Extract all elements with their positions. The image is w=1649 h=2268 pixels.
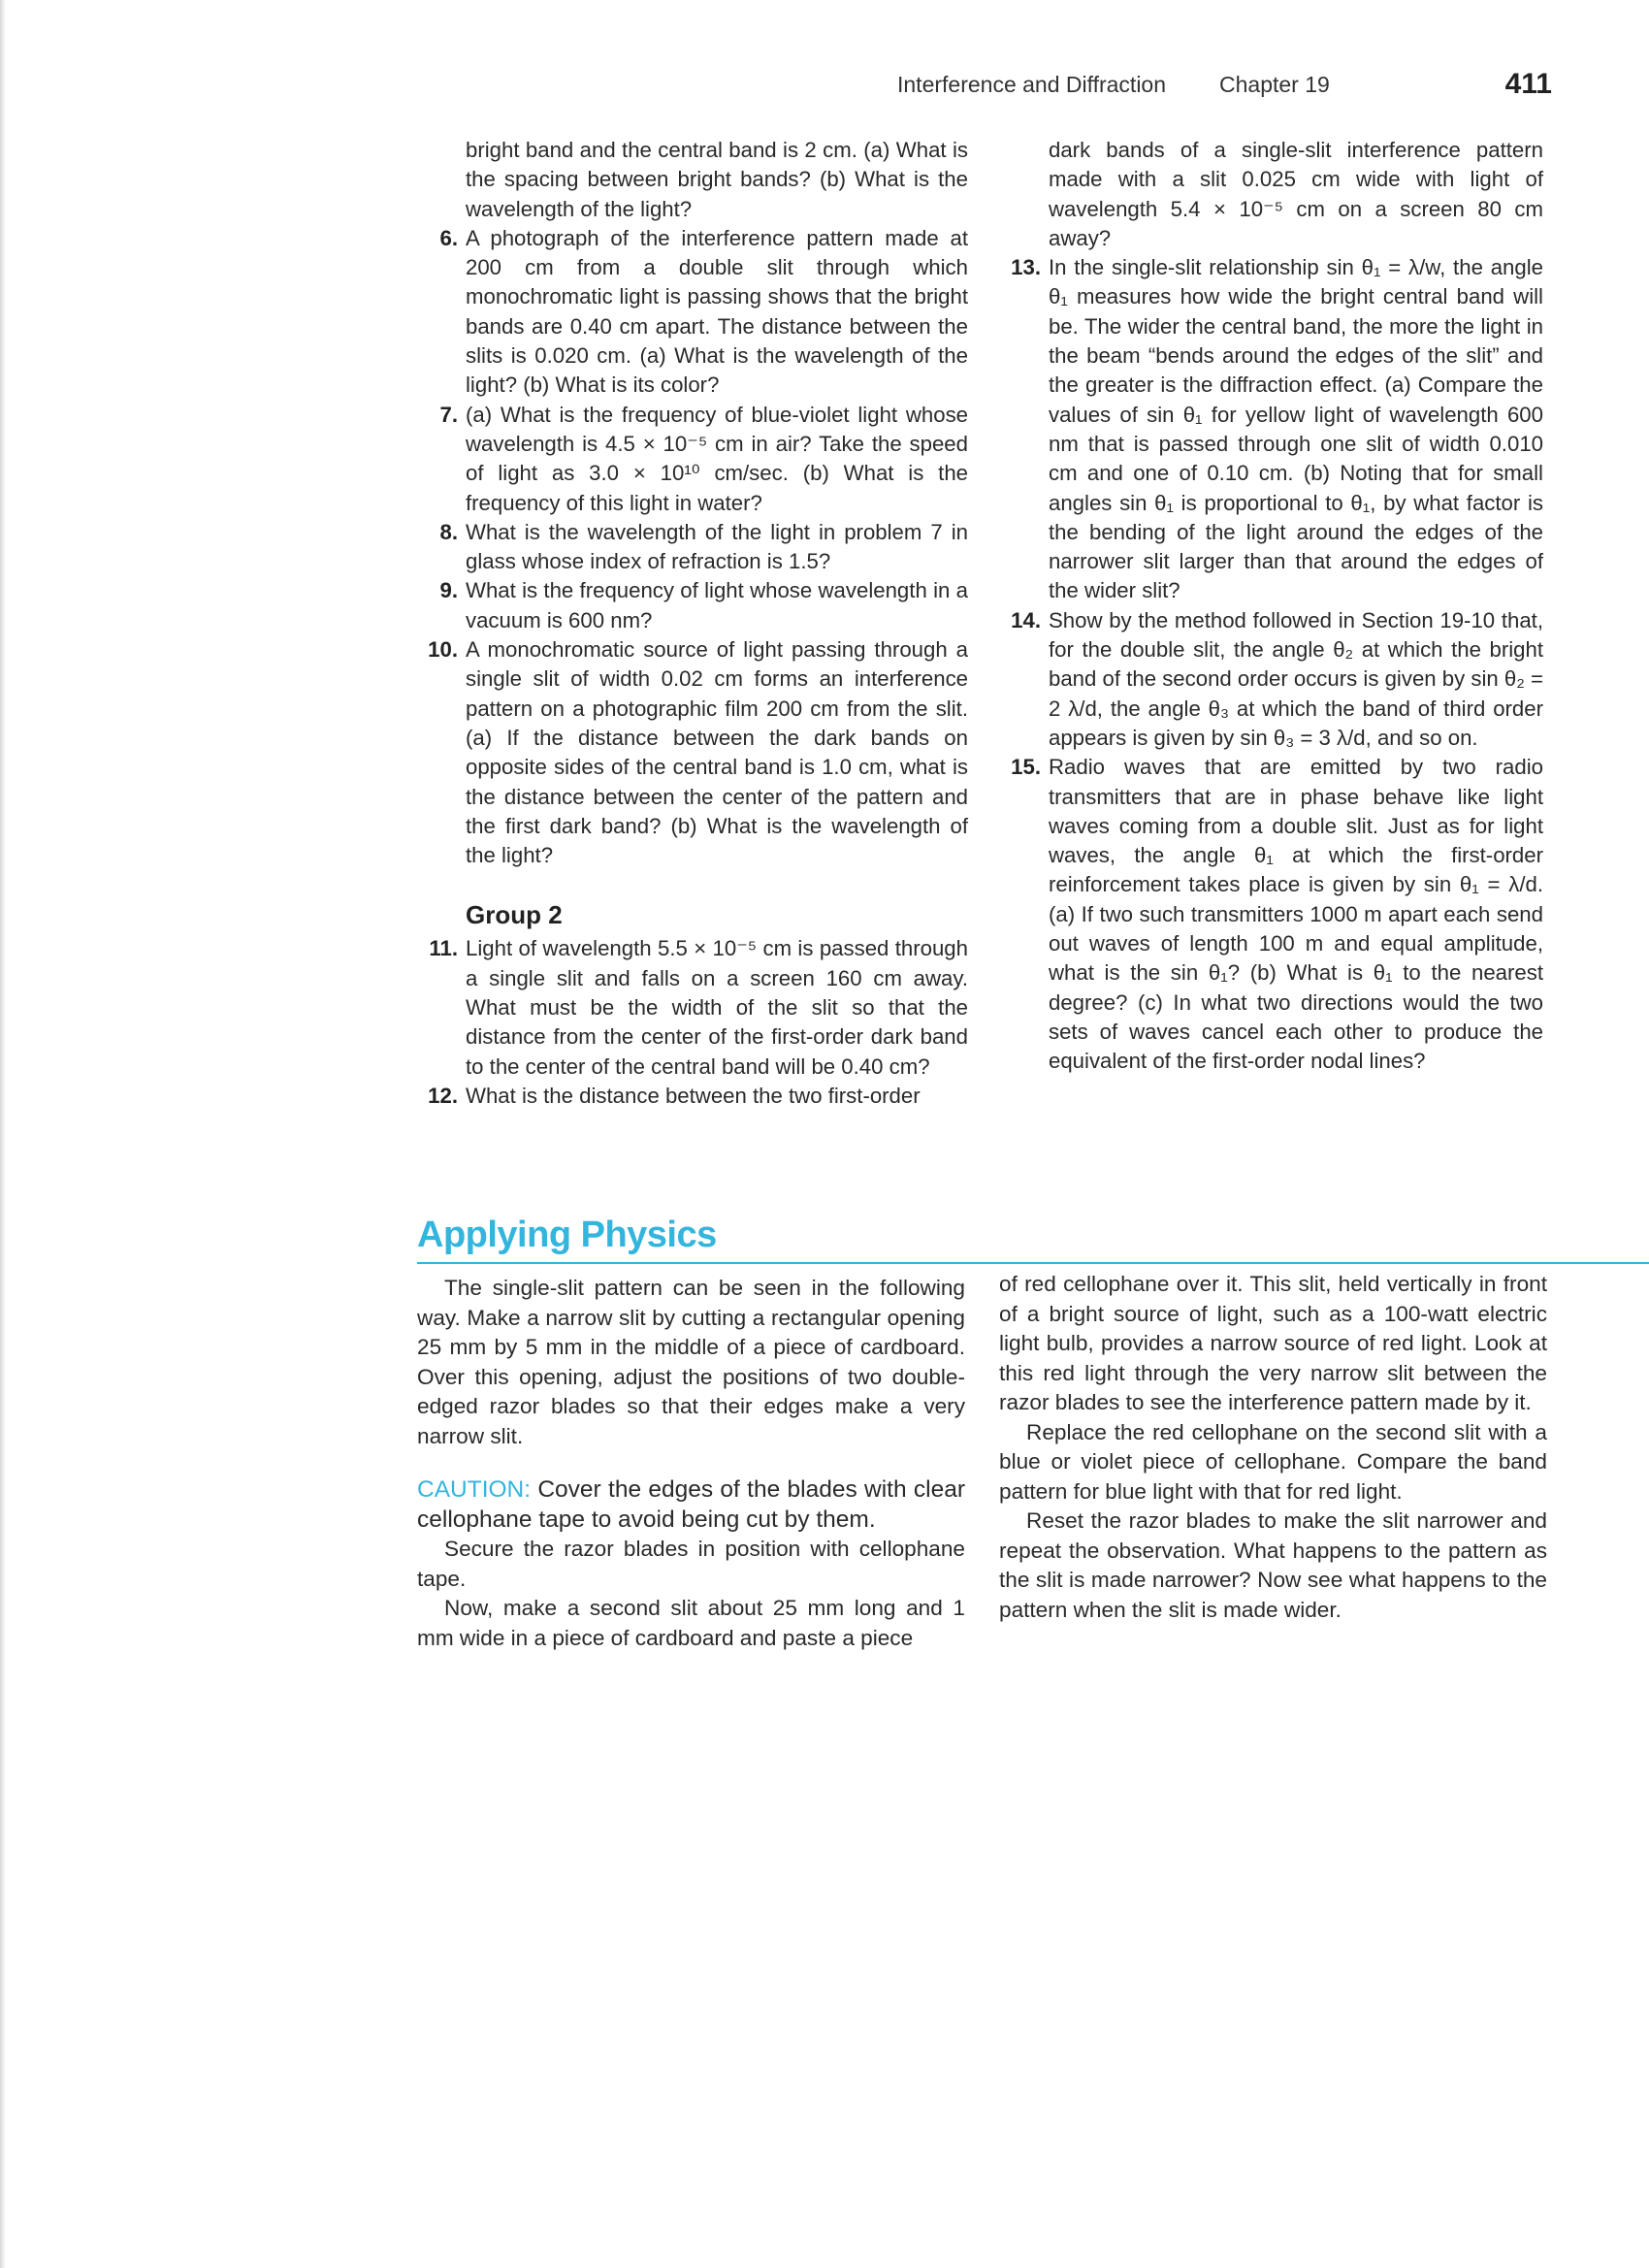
group-heading: Group 2 [466, 900, 563, 930]
problem-text: A monochromatic source of light passing through a single slit of width 0.02 cm forms an interference pattern on a photographic film 200 cm from the slit. (a) If the distance between the dark bands on opposite sides of the central band is 1.0 cm, what is the distance between the center of the pattern and the first dark band? (b) What is the wavelength of the light? [466, 637, 968, 868]
header-chapter: Chapter 19 [1219, 72, 1330, 97]
page-number: 411 [1504, 68, 1552, 100]
problem-text: What is the distance between the two first-order [466, 1083, 921, 1108]
problem-number: 12. [428, 1083, 458, 1108]
problem-12 [417, 1082, 968, 1111]
paragraph: Reset the razor blades to make the slit narrower and repeat the observation. What happens to the pattern as the slit is made narrower? Now see what happens to the pattern when the slit is made wider. [999, 1508, 1547, 1622]
header-title: Interference and Diffraction [897, 72, 1167, 97]
caution-text: Cover the edges of the blades with clear cellophane tape to avoid being cut by them. [417, 1476, 965, 1533]
problem-14 [1000, 606, 1543, 753]
problem-text: A photograph of the interference pattern made at 200 cm from a double slit through which monochromatic light is passing shows that the bright bands are 0.40 cm apart. The distance between the slits is 0.020 cm. (a) What is the wavelength of the light? (b) What is its color? [466, 225, 968, 398]
problem-continuation [1000, 136, 1543, 253]
paragraph: Replace the red cellophane on the second slit with a blue or violet piece of cellophane. Compare the band pattern for blue light with that for red light. [999, 1419, 1547, 1504]
problem-15 [1000, 753, 1543, 1076]
problem-11 [417, 934, 968, 1081]
problem-text: What is the frequency of light whose wavelength in a vacuum is 600 nm? [466, 578, 968, 632]
problem-number: 13. [1011, 255, 1041, 280]
problem-number: 7. [439, 402, 458, 427]
paragraph: Secure the razor blades in position with cellophane tape. [417, 1537, 965, 1591]
problem-13 [1000, 253, 1543, 606]
problem-number: 15. [1011, 755, 1041, 780]
problem-number: 14. [1011, 607, 1041, 632]
problem-number: 9. [439, 578, 458, 603]
problem-text: Show by the method followed in Section 19-10 that, for the double slit, the angle θ₂ at which the bright band of the second order occurs is given by sin θ₂ = 2 λ/d, the angle θ₃ at which the band of third order appears is given by sin θ₃ = 3 λ/d, and so on. [1049, 607, 1543, 750]
paragraph: Now, make a second slit about 25 mm long and 1 mm wide in a piece of cardboard and paste a piece [417, 1596, 965, 1650]
problem-number: 8. [439, 519, 458, 544]
problem-text: (a) What is the frequency of blue-violet light whose wavelength is 4.5 × 10⁻⁵ cm in air? Take the speed of light as 3.0 × 10¹⁰ cm/sec. (b) What is the frequency of this light in water? [466, 402, 968, 515]
problem-text: Radio waves that are emitted by two radio transmitters that are in phase behave like light waves coming from a double slit. Just as for light waves, the angle θ₁ at which the first-order reinforcement takes place is given by sin θ₁ = λ/d. (a) If two such transmitters 1000 m apart each send out waves of length 100 m and equal amplitude, what is the sin θ₁? (b) What is θ₁ to the nearest degree? (c) In what two directions would the two sets of waves cancel each other to produce the equivalent of the first-order nodal lines? [1049, 755, 1543, 1074]
caution-note [417, 1474, 965, 1535]
left-column [417, 136, 968, 1111]
section-divider [417, 1262, 1649, 1264]
right-column [1000, 136, 1543, 1077]
paragraph: The single-slit pattern can be seen in the following way. Make a narrow slit by cutting a rectangular opening 25 mm by 5 mm in the middle of a piece of cardboard. Over this opening, adjust the positions of two double-edged razor blades so that their edges make a very narrow slit. [417, 1276, 965, 1448]
applying-physics-right [999, 1270, 1547, 1625]
applying-physics-title: Applying Physics [417, 1215, 717, 1255]
problem-number: 11. [429, 936, 458, 961]
problem-7 [417, 401, 968, 518]
page-edge-shadow [0, 0, 6, 2268]
problem-9 [417, 576, 968, 635]
caution-label: CAUTION: [417, 1476, 532, 1503]
problem-text: What is the wavelength of the light in problem 7 in glass whose index of refraction is 1.5? [466, 519, 968, 574]
applying-physics-left [417, 1274, 965, 1653]
problem-8 [417, 518, 968, 577]
problem-text: Light of wavelength 5.5 × 10⁻⁵ cm is passed through a single slit and falls on a screen 160 cm away. What must be the width of the slit so that the distance from the center of the first-order dark band to the center of the central band will be 0.40 cm? [466, 936, 968, 1079]
problem-text: In the single-slit relationship sin θ₁ = λ/w, the angle θ₁ measures how wide the bright central band will be. The wider the central band, the more the light in the beam “bends around the edges of the slit” and the greater is the diffraction effect. (a) Compare the values of sin θ₁ for yellow light of wavelength 600 nm that is passed through one slit of width 0.010 cm and one of 0.10 cm. (b) Noting that for small angles sin θ₁ is proportional to θ₁, by what factor is the bending of the light around the edges of the narrower slit larger than that around the edges of the wider slit? [1049, 255, 1543, 603]
problem-6 [417, 224, 968, 401]
problem-number: 10. [428, 637, 458, 663]
paragraph: of red cellophane over it. This slit, held vertically in front of a bright source of light, such as a 100-watt electric light bulb, provides a narrow source of red light. Look at this red light through the very narrow slit between the razor blades to see the interference pattern made by it. [999, 1272, 1547, 1414]
continuation-text: bright band and the central band is 2 cm. (a) What is the spacing between bright bands? (b) What is the wavelength of the light? [466, 138, 968, 221]
continuation-text: dark bands of a single-slit interference pattern made with a slit 0.025 cm wide with light of wavelength 5.4 × 10⁻⁵ cm on a screen 80 cm away? [1049, 138, 1543, 250]
problem-10 [417, 635, 968, 870]
running-header [897, 68, 1552, 107]
problem-continuation [417, 136, 968, 224]
problem-number: 6. [439, 225, 458, 250]
